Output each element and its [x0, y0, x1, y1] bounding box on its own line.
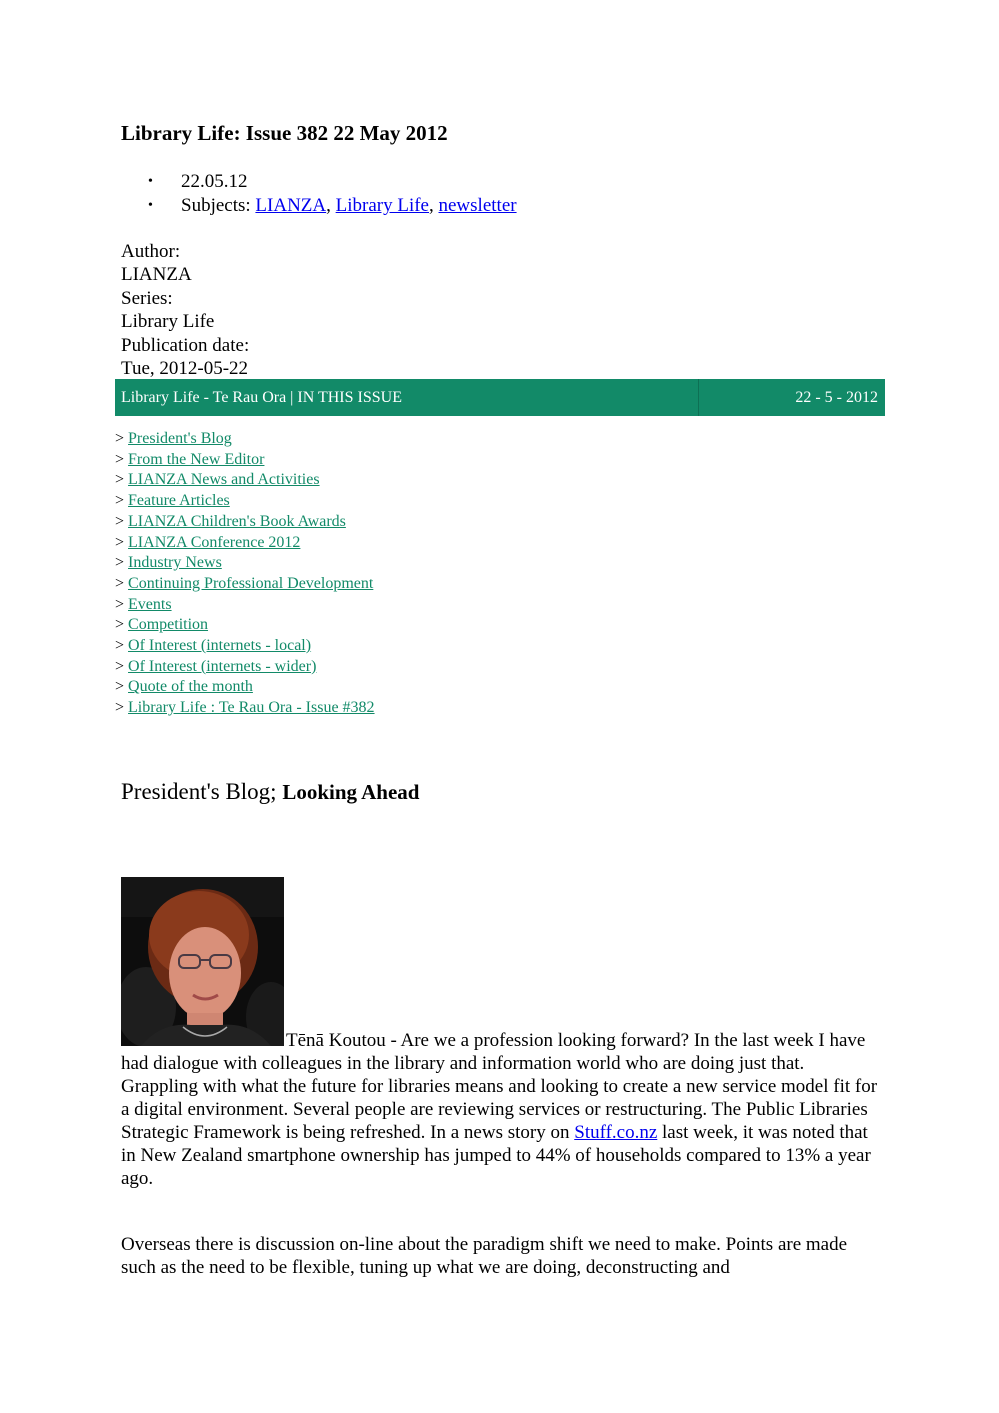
- pubdate-label: Publication date:: [121, 334, 250, 356]
- toc-item: [115, 512, 375, 533]
- para1-text-a: Tēnā Koutou - Are we a profession looking forward? In the last week I have had dialogue with colleagues in the library and information world who are doing just that. Grappling with what the future for libraries means and looking to create a new service model fit for a digital environment. Several people are reviewing services or restructuring. The Public Libraries Strategic Framework is being refreshed. In a news story on: [121, 1030, 878, 1143]
- toc-item: [115, 533, 375, 554]
- meta-list: [148, 170, 517, 218]
- section-heading: [121, 779, 419, 805]
- series-label: Series:: [121, 287, 173, 309]
- article-date: • 22.05.12: [148, 170, 517, 194]
- toc-item: [115, 595, 375, 616]
- toc-prefix: >: [115, 430, 129, 447]
- toc-prefix: >: [115, 657, 129, 675]
- toc-link[interactable]: Continuing Professional Development: [128, 574, 374, 592]
- table-of-contents: [115, 429, 375, 719]
- subject-link-library-life[interactable]: Library Life: [335, 195, 429, 216]
- series-value: Library Life: [121, 311, 215, 333]
- toc-link[interactable]: Feature Articles: [128, 492, 230, 510]
- toc-link[interactable]: LIANZA Conference 2012: [128, 533, 301, 551]
- president-portrait-image: [121, 877, 284, 1046]
- toc-link[interactable]: Events: [128, 595, 172, 613]
- subjects-label: Subjects:: [181, 195, 256, 216]
- toc-item: [115, 677, 375, 698]
- section-heading-bold: Looking Ahead: [282, 780, 420, 804]
- toc-prefix: >: [115, 512, 129, 530]
- toc-link[interactable]: LIANZA News and Activities: [128, 471, 320, 489]
- toc-prefix: >: [115, 574, 129, 592]
- banner-title: Library Life - Te Rau Ora | IN THIS ISSUE: [121, 388, 402, 406]
- toc-link[interactable]: Competition: [128, 616, 209, 634]
- para2-text: Overseas there is discussion on-line about the paradigm shift we need to make. Points are made such as the need to be flexible, tuning up what we are doing, deconstructing and: [121, 1234, 848, 1278]
- toc-link[interactable]: Of Interest (internets - wider): [128, 657, 317, 675]
- stuff-link[interactable]: Stuff.co.nz: [574, 1122, 658, 1143]
- toc-link[interactable]: Of Interest (internets - local): [128, 637, 312, 655]
- pubdate-value: Tue, 2012-05-22: [121, 358, 249, 380]
- toc-prefix: >: [115, 492, 129, 510]
- para1-text-b: last week, it was noted that in New Zealand smartphone ownership has jumped to 44% of households compared to 13% a year ago.: [121, 1122, 871, 1189]
- blog-paragraph-1: [121, 1029, 881, 1190]
- toc-link[interactable]: President's Blog: [128, 430, 232, 447]
- page-title: Library Life: Issue 382 22 May 2012: [121, 121, 448, 145]
- subject-link-newsletter[interactable]: newsletter: [438, 195, 517, 216]
- toc-link[interactable]: Quote of the month: [128, 678, 253, 696]
- author-label: Author:: [121, 241, 181, 262]
- toc-link[interactable]: Library Life : Te Rau Ora - Issue #382: [128, 699, 375, 717]
- subjects-line: • Subjects: LIANZA, Library Life, newsletter: [148, 194, 517, 218]
- author-value: LIANZA: [121, 264, 192, 286]
- subject-link-lianza[interactable]: LIANZA: [255, 195, 327, 216]
- blog-paragraph-2: [121, 1214, 881, 1298]
- banner-date: 22 - 5 - 2012: [795, 388, 878, 406]
- toc-prefix: >: [115, 595, 129, 613]
- toc-link[interactable]: From the New Editor: [128, 450, 265, 468]
- section-heading-plain: President's Blog;: [121, 779, 283, 804]
- toc-prefix: >: [115, 533, 129, 551]
- issue-banner: [115, 379, 885, 416]
- toc-item: [115, 491, 375, 512]
- toc-prefix: >: [115, 678, 129, 696]
- president-photo: [121, 877, 284, 1046]
- toc-item: [115, 615, 375, 636]
- toc-item: [115, 698, 375, 719]
- toc-item: [115, 636, 375, 657]
- toc-item: [115, 450, 375, 471]
- toc-prefix: >: [115, 450, 129, 468]
- toc-prefix: >: [115, 471, 129, 489]
- toc-prefix: >: [115, 616, 129, 634]
- toc-prefix: >: [115, 637, 129, 655]
- article-info: [121, 240, 249, 380]
- toc-item: [115, 553, 375, 574]
- toc-link[interactable]: LIANZA Children's Book Awards: [128, 512, 346, 530]
- toc-item: [115, 657, 375, 678]
- toc-item: [115, 429, 375, 450]
- toc-prefix: >: [115, 554, 129, 572]
- toc-link[interactable]: Industry News: [128, 554, 222, 572]
- toc-prefix: >: [115, 699, 129, 717]
- toc-item: [115, 574, 375, 595]
- toc-item: [115, 470, 375, 491]
